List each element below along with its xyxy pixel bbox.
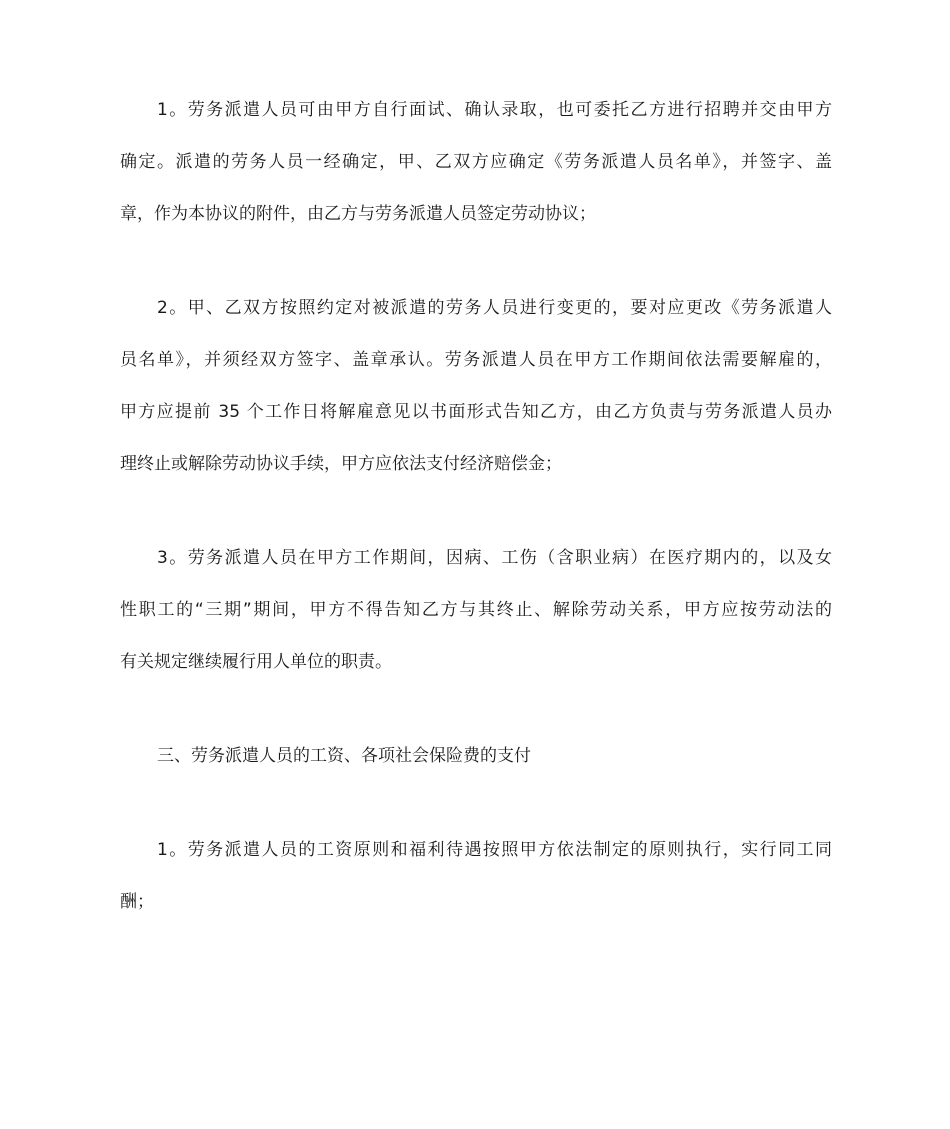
paragraph-1 bbox=[120, 88, 832, 244]
text-line: 2。甲、乙双方按照约定对被派遣的劳务人员进行变更的，要对应更改《劳务派遣人 bbox=[157, 298, 832, 318]
paragraph-spacer bbox=[120, 786, 832, 828]
paragraph-spacer bbox=[120, 244, 832, 286]
text-line: 理终止或解除劳动协议手续，甲方应依法支付经济赔偿金； bbox=[120, 454, 562, 474]
paragraph-4 bbox=[120, 828, 832, 932]
text-line: 1。劳务派遣人员可由甲方自行面试、确认录取，也可委托乙方进行招聘并交由甲方 bbox=[157, 100, 832, 120]
text-line: 有关规定继续履行用人单位的职责。 bbox=[120, 652, 392, 672]
paragraph-2 bbox=[120, 286, 832, 494]
text-line: 章，作为本协议的附件，由乙方与劳务派遣人员签定劳动协议； bbox=[120, 204, 596, 224]
paragraph-spacer bbox=[120, 692, 832, 734]
text-line: 甲方应提前 35 个工作日将解雇意见以书面形式告知乙方，由乙方负责与劳务派遣人员办 bbox=[120, 402, 832, 422]
text-line: 性职工的“三期”期间，甲方不得告知乙方与其终止、解除劳动关系，甲方应按劳动法的 bbox=[120, 600, 832, 620]
text-line: 1。劳务派遣人员的工资原则和福利待遇按照甲方依法制定的原则执行，实行同工同 bbox=[157, 840, 832, 860]
section-heading-text: 三、劳务派遣人员的工资、各项社会保险费的支付 bbox=[157, 746, 531, 766]
text-line: 确定。派遣的劳务人员一经确定，甲、乙双方应确定《劳务派遣人员名单》，并签字、盖 bbox=[120, 152, 832, 172]
text-line: 酬； bbox=[120, 892, 154, 912]
section-heading bbox=[120, 734, 832, 786]
text-line: 员名单》，并须经双方签字、盖章承认。劳务派遣人员在甲方工作期间依法需要解雇的， bbox=[120, 350, 832, 370]
paragraph-3 bbox=[120, 536, 832, 692]
text-line: 3。劳务派遣人员在甲方工作期间，因病、工伤（含职业病）在医疗期内的，以及女 bbox=[157, 548, 832, 568]
document-body bbox=[120, 88, 832, 932]
paragraph-spacer bbox=[120, 494, 832, 536]
